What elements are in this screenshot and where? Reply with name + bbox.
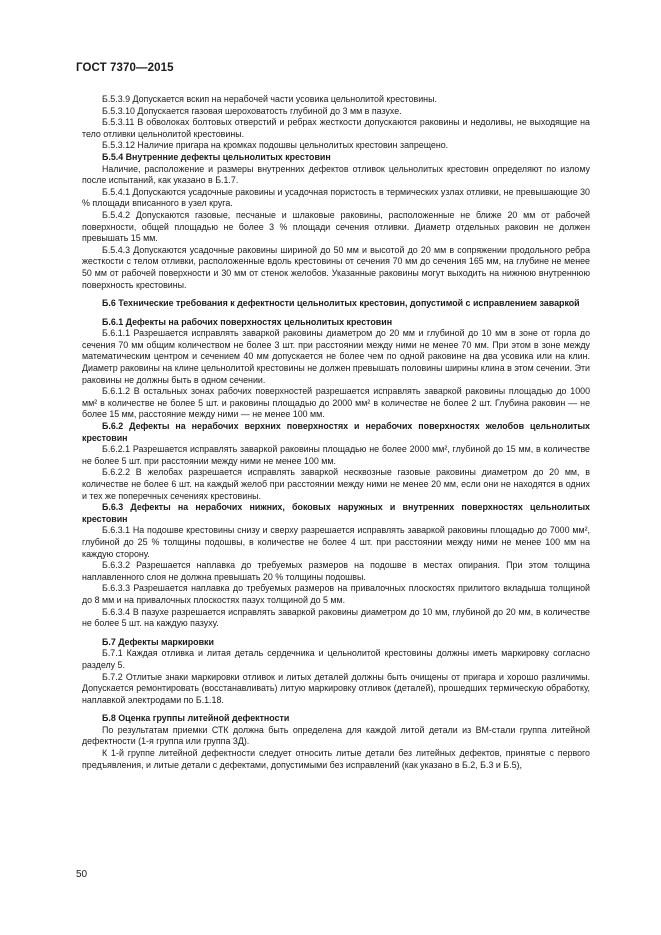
paragraph: Б.6.1.2 В остальных зонах рабочих поверхностей разрешается исправлять заваркой раковины площадью до 1000 мм² в количестве не более 5 шт. и раковины площадью до 2000 мм² в количестве не более 2 шт. Глубина раковин — не более 15 мм, расстояние между ними — не менее 100 мм. (82, 386, 590, 420)
paragraph: К 1-й группе литейной дефектности следует относить литые детали без литейных дефектов, принятые с первого предъявления, и литые детали с дефектами, допустимыми без исправлений (как указано в Б.2, Б.3 и Б.5), (82, 748, 590, 770)
paragraph: Наличие, расположение и размеры внутренних дефектов отливок цельнолитых крестовин определяют по излому после испытаний, как указано в Б.1.7. (82, 163, 590, 186)
paragraph: Б.7 Дефекты маркировки (102, 636, 214, 647)
paragraph: Б.6.2.2 В желобах разрешается исправлять заваркой несквозные газовые раковины диаметром до 20 мм, в количестве не более 6 шт. на каждый желоб при расстоянии между ними не менее 20 мм, если они не находятся в одних и тех же поперечных сечениях крестовины. (82, 467, 590, 501)
paragraph: Б.6.3 Дефекты на нерабочих нижних, боковых наружных и внутренних поверхностях цельнолитых крестовин (82, 502, 590, 524)
paragraph: Б.5.3.11 В обволоках болтовых отверстий и ребрах жесткости допускаются раковины и недоливы, не выходящие на тело отливки цельнолитой крестовины. (82, 117, 590, 139)
paragraph: По результатам приемки СТК должна быть определена для каждой литой детали из ВМ-стали группа литейной дефектности (1-я группа или группа 3Д). (82, 724, 590, 747)
paragraph: Б.7.2 Отлитые знаки маркировки отливок и литых деталей должны быть очищены от пригара и хорошо различимы. Допускается ремонтировать (восстанавливать) литую маркировку отливок (деталей), прошедших термическую обработку, наплавкой электродами по Б.1.18. (82, 671, 590, 705)
paragraph: Б.5.3.9 Допускается вскип на нерабочей части усовика цельнолитой крестовины. (102, 94, 437, 104)
paragraph: Б.5.4.3 Допускаются усадочные раковины шириной до 50 мм и высотой до 20 мм в сопряжении продольного ребра жесткости с телом отливки, расположенные вдоль крестовины от сечения 70 мм до сечения 165 мм, на глубине не менее 50 мм от рабочей поверхности и 30 мм от стенок желобов. Указанные раковины могут выходить на нижнюю внутреннюю поверхность крестовины. (82, 244, 590, 290)
page-body (82, 94, 590, 771)
page-number: 50 (76, 869, 88, 880)
paragraph: Б.6 Технические требования к дефектности цельнолитых крестовин, допустимой с исправлением заваркой (102, 298, 580, 309)
paragraph: Б.6.3.3 Разрешается наплавка до требуемых размеров на привалочных плоскостях прилитого вкладыша толщиной до 8 мм и на привалочных плоскостях пазух толщиной до 5 мм. (82, 583, 590, 605)
paragraph: Б.5.4.2 Допускаются газовые, песчаные и шлаковые раковины, расположенные не ближе 20 мм от рабочей поверхности, общей площадью не более 3 % площади сечения отливки. Диаметр отдельных раковин не должен превышать 15 мм. (82, 209, 590, 244)
paragraph: Б.6.1 Дефекты на рабочих поверхностях цельнолитых крестовин (102, 316, 393, 327)
document-header: ГОСТ 7370—2015 (76, 62, 174, 74)
paragraph: Б.6.2.1 Разрешается исправлять заваркой раковины площадью не более 2000 мм², глубиной до 15 мм, в количестве не более 5 шт. при расстоянии между ними не менее 100 мм. (82, 444, 590, 466)
paragraph: Б.6.1.1 Разрешается исправлять заваркой раковины диаметром до 20 мм и глубиной до 10 мм в зоне от горла до сечения 70 мм общим количеством не более 3 шт. при расстоянии между ними не менее 70 мм. При этом в зоне между математическим центром и сечением 40 мм допускается не более чем по одной раковине на два усовика или на клин. Диаметр раковины на клине цельнолитой крестовины не должен превышать половины ширины клина в этом сечении. Эти раковины не должны быть в одном сечении. (82, 328, 590, 385)
paragraph: Б.5.4 Внутренние дефекты цельнолитых крестовин (102, 151, 331, 162)
paragraph: Б.6.3.2 Разрешается наплавка до требуемых размеров на подошве в местах опирания. При этом толщина наплавленного слоя не должна превышать 20 % толщины подошвы. (82, 560, 590, 582)
paragraph: Б.7.1 Каждая отливка и литая деталь сердечника и цельнолитой крестовины должны иметь маркировку согласно разделу 5. (82, 648, 590, 670)
paragraph: Б.6.3.4 В пазухе разрешается исправлять заваркой раковины диаметром до 10 мм, глубиной до 20 мм, в количестве не более 5 шт. на каждую пазуху. (82, 606, 590, 629)
paragraph: Б.5.4.1 Допускаются усадочные раковины и усадочная пористость в термических узлах отливки, не превышающие 30 % площади вписанного в узел круга. (82, 186, 590, 209)
paragraph: Б.8 Оценка группы литейной дефектности (102, 713, 290, 724)
paragraph: Б.5.3.12 Наличие пригара на кромках подошвы цельнолитых крестовин запрещено. (102, 140, 449, 151)
paragraph: Б.5.3.10 Допускается газовая шероховатость глубиной до 3 мм в пазухе. (102, 105, 402, 116)
paragraph: Б.6.3.1 На подошве крестовины снизу и сверху разрешается исправлять заваркой раковины площадью до 7000 мм², глубиной до 25 % толщины подошвы, в количестве не более 4 шт. при расстоянии между ними не менее 100 мм на каждую сторону. (82, 525, 590, 559)
paragraph: Б.6.2 Дефекты на нерабочих верхних поверхностях и нерабочих поверхностях желобов цельнолитых крестовин (82, 421, 590, 443)
